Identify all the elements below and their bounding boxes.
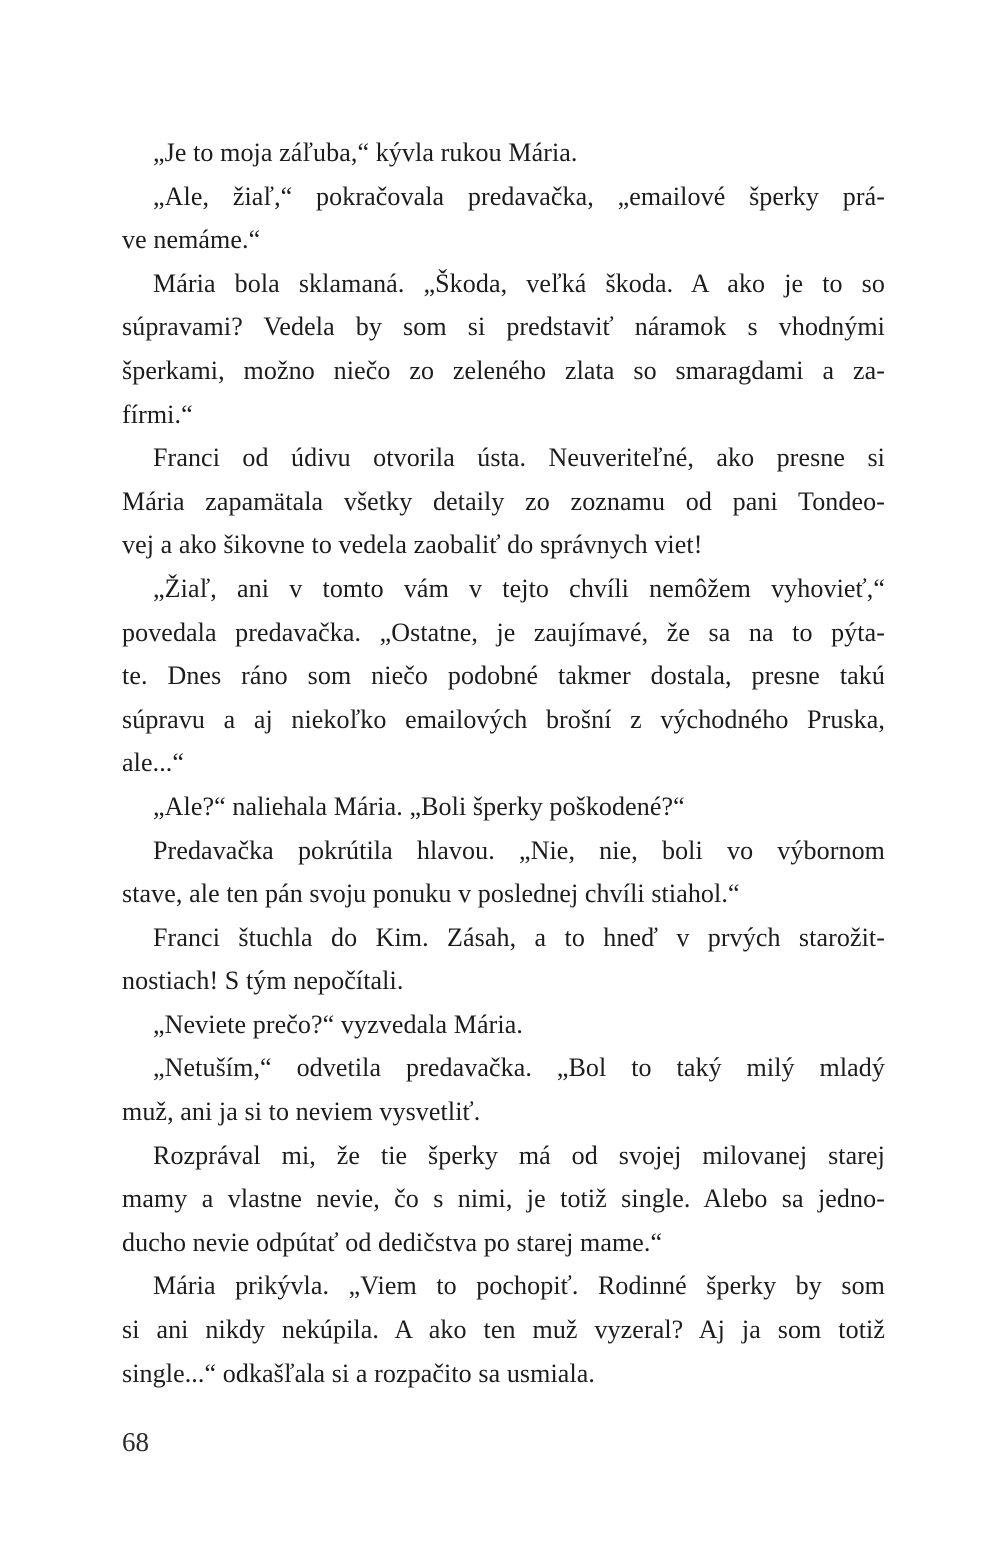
- text-line: muž, ani ja si to neviem vysvetliť.: [122, 1097, 481, 1127]
- text-line: Franci štuchla do Kim. Zásah, a to hneď v prvých starožit-: [153, 922, 885, 952]
- text-line: ve nemáme.“: [122, 225, 261, 255]
- text-line: te. Dnes ráno som niečo podobné takmer dostala, presne takú: [122, 661, 885, 691]
- text-line: „Je to moja záľuba,“ kývla rukou Mária.: [153, 138, 578, 167]
- text-line: mamy a vlastne nevie, čo s nimi, je totiž single. Alebo sa jedno-: [122, 1184, 885, 1214]
- text-line: single...“ odkašľala si a rozpačito sa usmiala.: [122, 1358, 596, 1388]
- text-line: vej a ako šikovne to vedela zaobaliť do správnych viet!: [122, 530, 703, 560]
- paragraph: [122, 1134, 885, 1265]
- text-line: nostiach! S tým nepočítali.: [122, 966, 404, 996]
- text-line: „Neviete prečo?“ vyzvedala Mária.: [153, 1009, 523, 1039]
- paragraph: [122, 1003, 885, 1047]
- paragraph: [122, 1264, 885, 1395]
- text-line: si ani nikdy nekúpila. A ako ten muž vyzeral? Aj ja som totiž: [122, 1315, 885, 1345]
- paragraph: [122, 436, 885, 567]
- paragraph: [122, 262, 885, 436]
- text-line: povedala predavačka. „Ostatne, je zaujímavé, že sa na to pýta-: [122, 617, 885, 647]
- text-line: „Netuším,“ odvetila predavačka. „Bol to taký milý mladý: [153, 1053, 885, 1083]
- text-line: ale...“: [122, 748, 185, 778]
- text-line: súpravami? Vedela by som si predstaviť náramok s vhodnými: [122, 312, 885, 342]
- text-line: súpravu a aj niekoľko emailových brošní z východného Pruska,: [122, 704, 885, 734]
- paragraph: [122, 829, 885, 916]
- text-line: fírmi.“: [122, 399, 193, 429]
- paragraph: [122, 131, 885, 175]
- paragraph: [122, 916, 885, 1003]
- text-line: „Ale, žiaľ,“ pokračovala predavačka, „emailové šperky prá-: [153, 181, 885, 211]
- text-line: „Žiaľ, ani v tomto vám v tejto chvíli nemôžem vyhovieť,“: [153, 573, 885, 603]
- text-line: stave, ale ten pán svoju ponuku v poslednej chvíli stiahol.“: [122, 879, 740, 909]
- text-line: Mária bola sklamaná. „Škoda, veľká škoda. A ako je to so: [153, 268, 885, 298]
- page-number: 68: [122, 1427, 149, 1457]
- text-line: ducho nevie odpútať od dedičstva po starej mame.“: [122, 1227, 663, 1257]
- paragraph: [122, 567, 885, 785]
- text-line: Franci od údivu otvorila ústa. Neuveriteľné, ako presne si: [153, 443, 885, 473]
- paragraph: [122, 785, 885, 829]
- page-text: [122, 131, 885, 1395]
- paragraph: [122, 175, 885, 262]
- text-line: šperkami, možno niečo zo zeleného zlata so smaragdami a za-: [122, 355, 885, 385]
- text-line: Predavačka pokrútila hlavou. „Nie, nie, boli vo výbornom: [153, 835, 885, 865]
- text-line: Mária zapamätala všetky detaily zo zoznamu od pani Tondeo-: [122, 486, 885, 516]
- text-line: Mária prikývla. „Viem to pochopiť. Rodinné šperky by som: [153, 1271, 885, 1301]
- paragraph: [122, 1046, 885, 1133]
- text-line: „Ale?“ naliehala Mária. „Boli šperky poškodené?“: [153, 791, 685, 821]
- text-line: Rozprával mi, že tie šperky má od svojej milovanej starej: [153, 1140, 885, 1170]
